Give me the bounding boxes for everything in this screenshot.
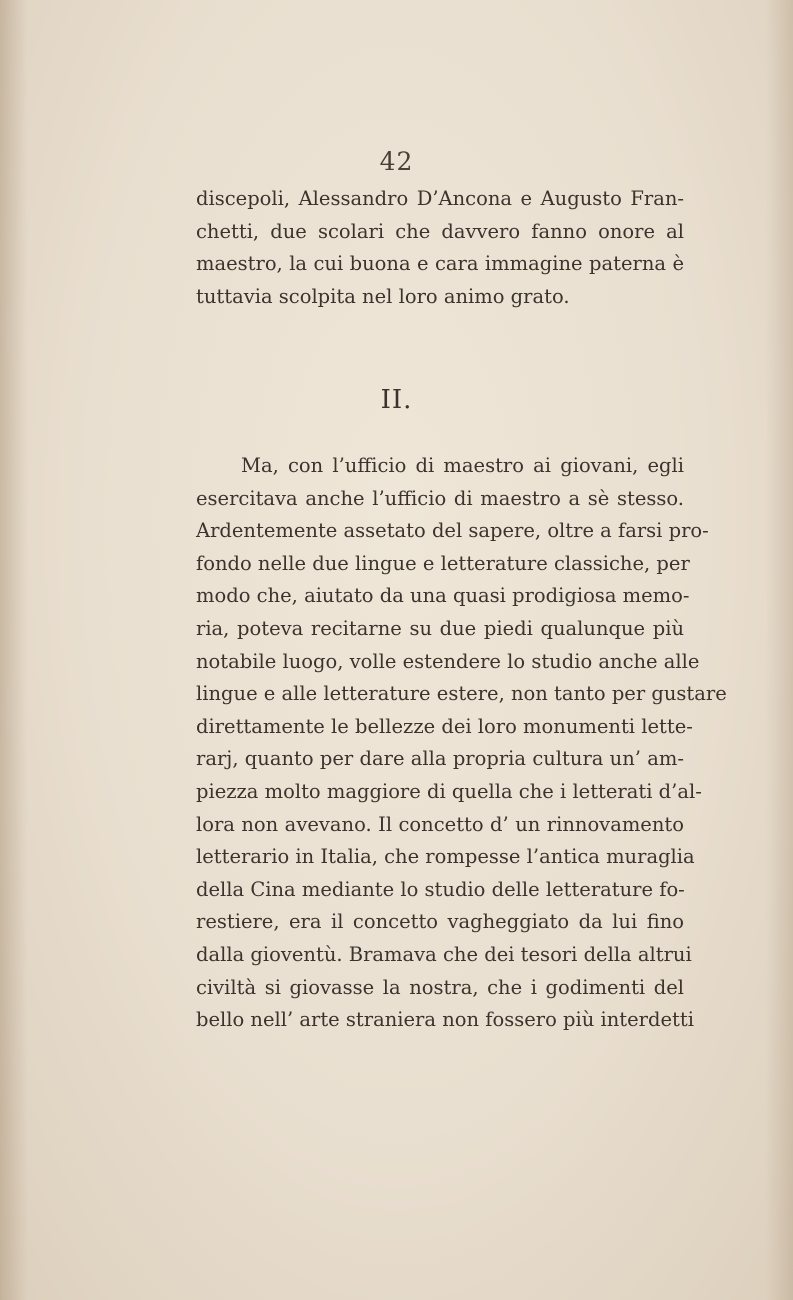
text-line: dalla gioventù. Bramava che dei tesori della altrui bbox=[196, 942, 692, 966]
page-left-shadow bbox=[0, 0, 28, 1300]
text-line: rarj, quanto per dare alla propria cultura un’ am- bbox=[196, 747, 684, 771]
text-line: maestro, la cui buona e cara immagine paterna è bbox=[196, 252, 684, 276]
text-line: direttamente le bellezze dei loro monumenti lette- bbox=[196, 714, 693, 738]
text-line: piezza molto maggiore di quella che i letterati d’al- bbox=[196, 779, 702, 803]
text-line: letterario in Italia, che rompesse l’antica muraglia bbox=[196, 845, 695, 869]
text-line: Ma, con l’ufficio di maestro ai giovani, egli bbox=[241, 454, 684, 477]
text-line: bello nell’ arte straniera non fossero più interdetti bbox=[196, 1008, 694, 1032]
text-line: lora non avevano. Il concetto d’ un rinnovamento bbox=[196, 812, 684, 836]
text-line: discepoli, Alessandro D’Ancona e Augusto Fran- bbox=[196, 187, 684, 210]
text-line: chetti, due scolari che davvero fanno onore al bbox=[196, 219, 684, 243]
section-heading: II. bbox=[380, 385, 413, 415]
page-right-shadow bbox=[765, 0, 793, 1300]
text-line: fondo nelle due lingue e letterature classiche, per bbox=[196, 551, 690, 575]
text-line: notabile luogo, volle estendere lo studio anche alle bbox=[196, 649, 700, 673]
text-line: lingue e alle letterature estere, non tanto per gustare bbox=[196, 682, 727, 706]
section-paragraph bbox=[196, 450, 727, 1037]
text-line: civiltà si giovasse la nostra, che i godimenti del bbox=[196, 975, 684, 999]
text-line: restiere, era il concetto vagheggiato da lui fino bbox=[196, 910, 684, 934]
page-number: 42 bbox=[379, 147, 414, 176]
text-line: modo che, aiutato da una quasi prodigiosa memo- bbox=[196, 584, 690, 608]
text-line: Ardentemente assetato del sapere, oltre a farsi pro- bbox=[196, 519, 709, 543]
text-line: della Cina mediante lo studio delle letterature fo- bbox=[196, 877, 685, 901]
text-line: tuttavia scolpita nel loro animo grato. bbox=[196, 284, 570, 308]
text-line: ria, poteva recitarne su due piedi qualunque più bbox=[196, 616, 684, 640]
text-line: esercitava anche l’ufficio di maestro a sè stesso. bbox=[196, 486, 684, 510]
continuation-paragraph bbox=[196, 183, 684, 313]
